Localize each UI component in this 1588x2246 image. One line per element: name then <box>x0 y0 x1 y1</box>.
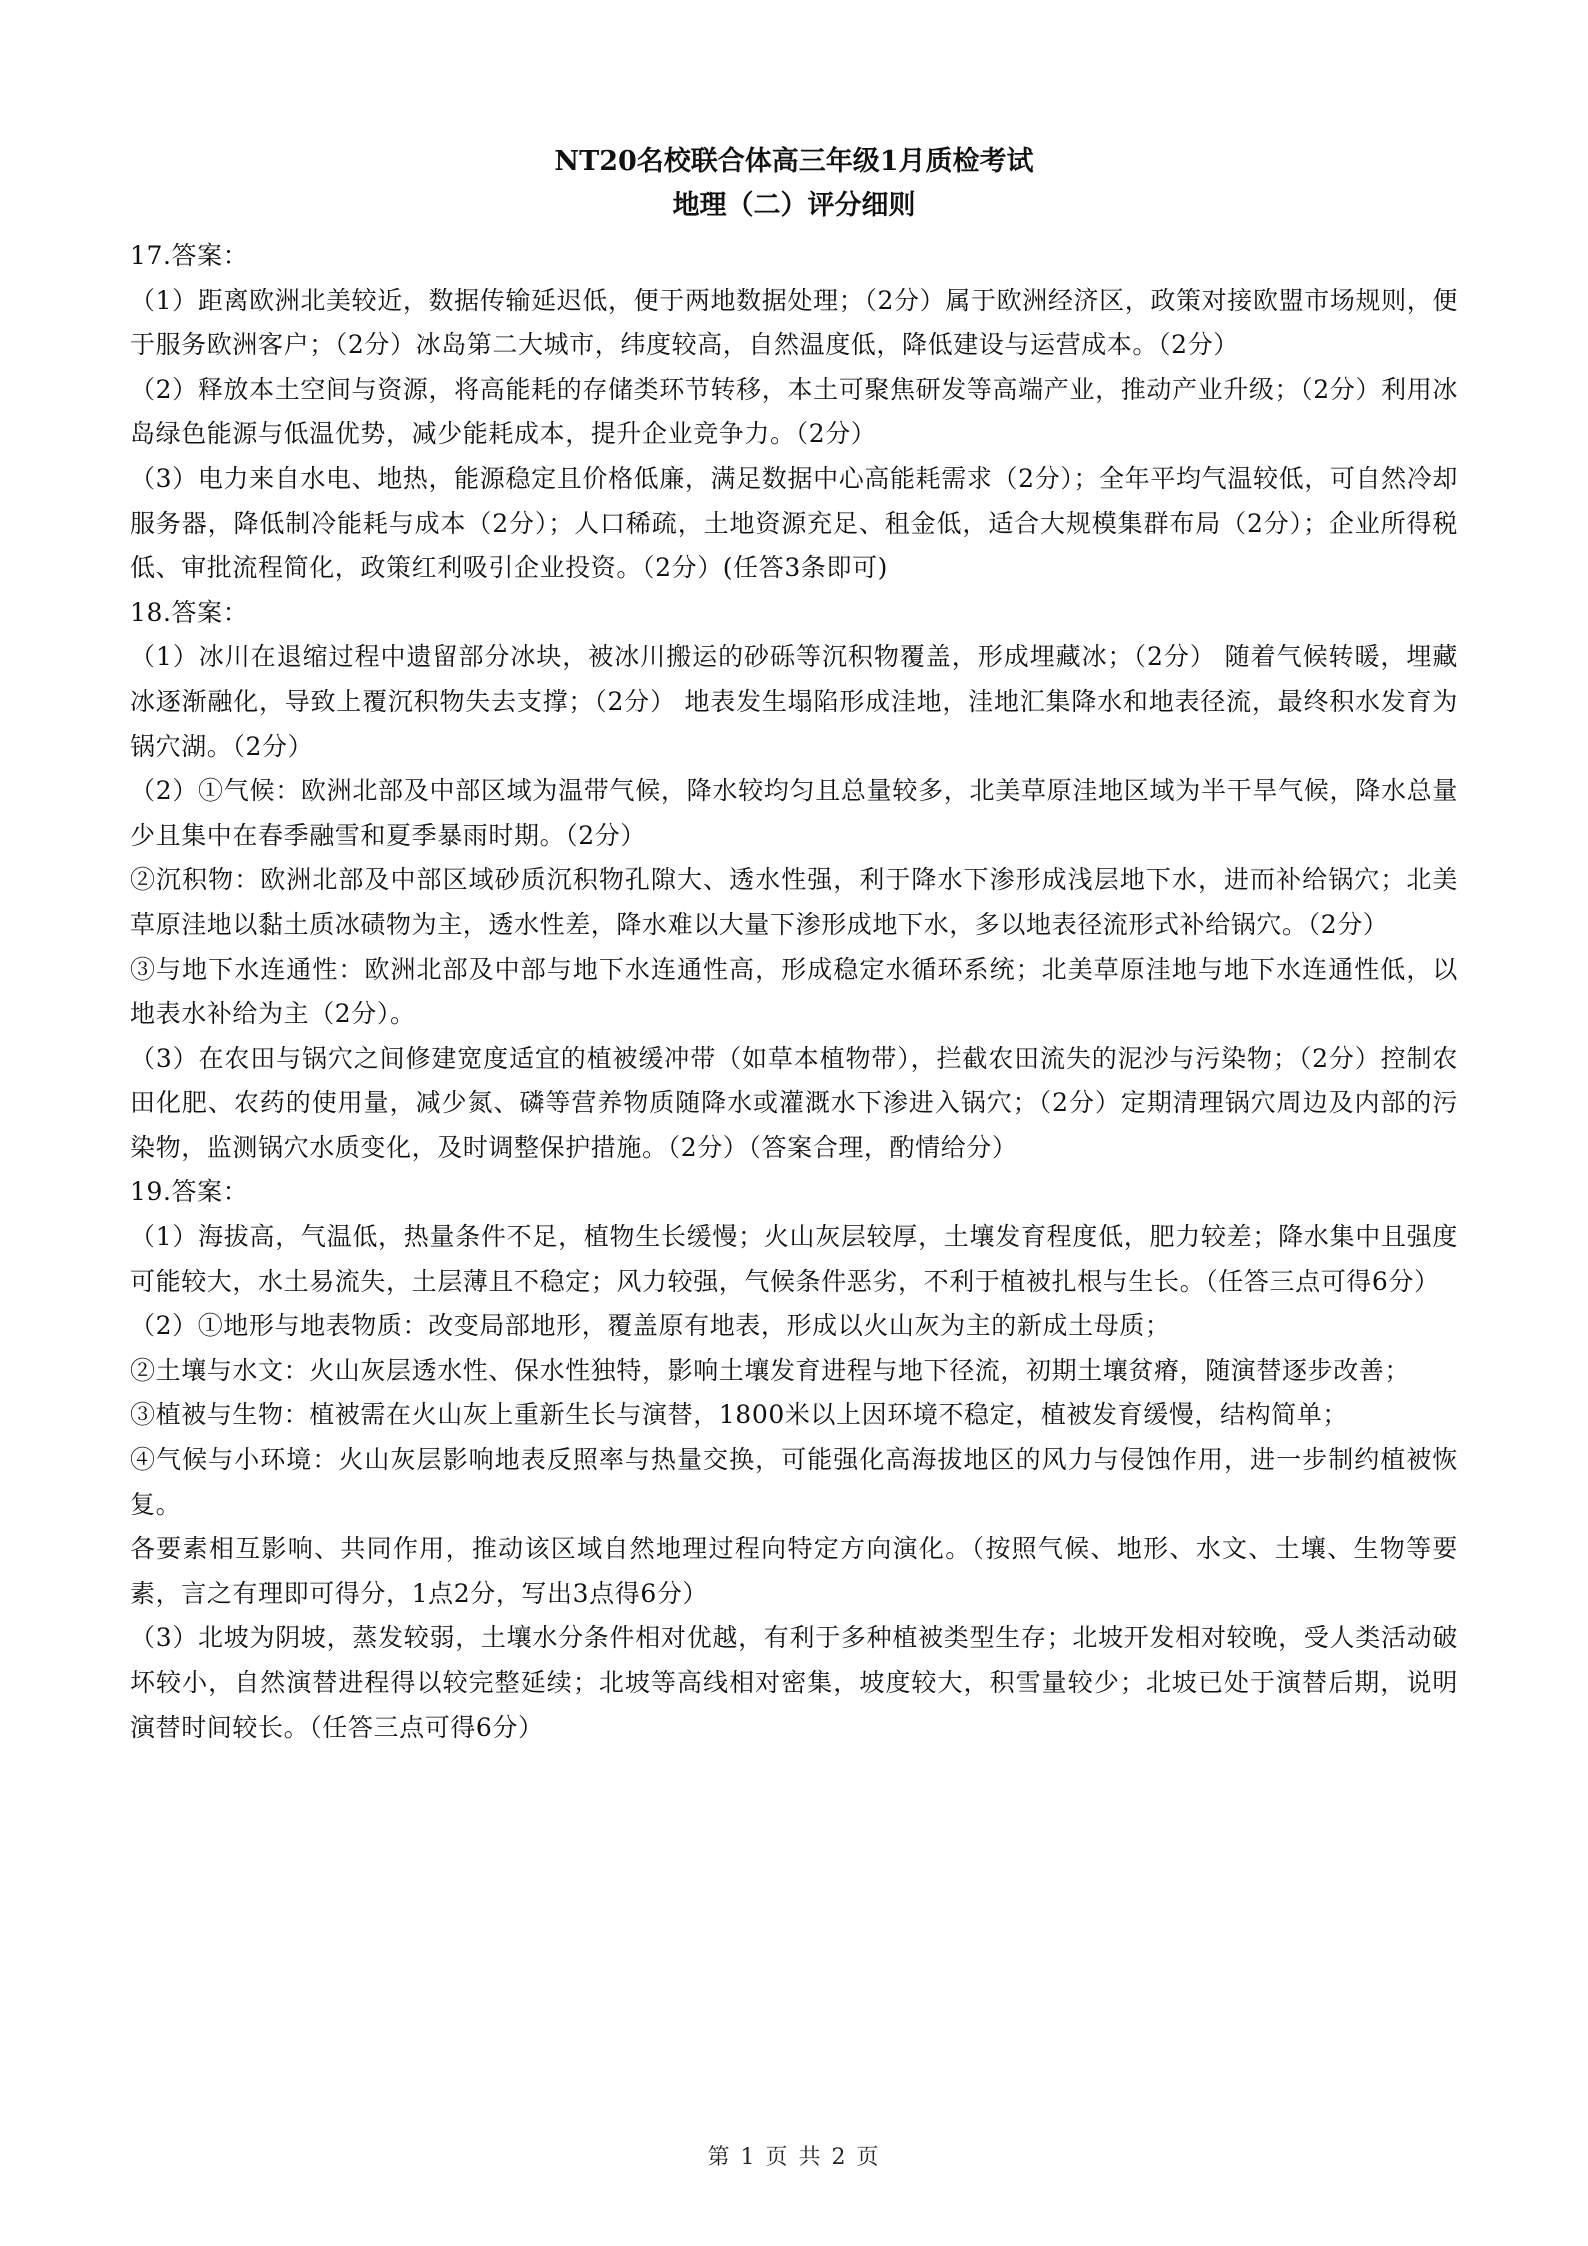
q17-part1: （1）距离欧洲北美较近，数据传输延迟低，便于两地数据处理；（2分）属于欧洲经济区，政策对接欧盟市场规则，便于服务欧洲客户；（2分）冰岛第二大城市，纬度较高，自然温度低，降低建设与运营成本。（2分） <box>130 285 1458 360</box>
q19-part2-vegetation: ③植被与生物：植被需在火山灰上重新生长与演替，1800米以上因环境不稳定，植被发育缓慢，结构简单； <box>130 1400 1349 1430</box>
q18-part2-climate: （2）①气候：欧洲北部及中部区域为温带气候，降水较均匀且总量较多，北美草原洼地区域为半干旱气候，降水总量少且集中在春季融雪和夏季暴雨时期。（2分） <box>130 776 1458 850</box>
q19-part2-climate: ④气候与小环境：火山灰层影响地表反照率与热量交换，可能强化高海拔地区的风力与侵蚀作用，进一步制约植被恢复。 <box>130 1445 1458 1519</box>
q17-part2: （2）释放本土空间与资源，将高能耗的存储类环节转移，本土可聚焦研发等高端产业，推动产业升级；（2分）利用冰岛绿色能源与低温优势，减少能耗成本，提升企业竞争力。（2分） <box>130 374 1458 449</box>
answer-content <box>130 234 1458 1750</box>
q18-part2-sediment: ②沉积物：欧洲北部及中部区域砂质沉积物孔隙大、透水性强，利于降水下渗形成浅层地下水，进而补给锅穴；北美草原洼地以黏土质冰碛物为主，透水性差，降水难以大量下渗形成地下水，多以地表径流形式补给锅穴。（2分） <box>130 865 1458 939</box>
q18-part2-groundwater: ③与地下水连通性：欧洲北部及中部与地下水连通性高，形成稳定水循环系统；北美草原洼地与地下水连通性低，以地表水补给为主（2分）。 <box>130 954 1458 1029</box>
q18-part3: （3）在农田与锅穴之间修建宽度适宜的植被缓冲带（如草本植物带），拦截农田流失的泥沙与污染物；（2分）控制农田化肥、农药的使用量，减少氮、磷等营养物质随降水或灌溉水下渗进入锅穴；（2分）定期清理锅穴周边及内部的污染物，监测锅穴水质变化，及时调整保护措施。（2分）（答案合理，酌情给分） <box>130 1043 1458 1162</box>
q19-part2-terrain: （2）①地形与地表物质：改变局部地形，覆盖原有地表，形成以火山灰为主的新成土母质； <box>130 1311 1171 1341</box>
q19-part1: （1）海拔高，气温低，热量条件不足，植物生长缓慢；火山灰层较厚，土壤发育程度低，肥力较差；降水集中且强度可能较大，水土易流失，土层薄且不稳定；风力较强，气候条件恶劣，不利于植被扎根与生长。（任答三点可得6分） <box>130 1222 1458 1296</box>
page-footer: 第 1 页 共 2 页 <box>707 2145 881 2170</box>
q18-heading: 18.答案： <box>130 597 249 627</box>
document-title: NT20名校联合体高三年级1月质检考试 <box>554 146 1034 177</box>
q19-part2-summary: 各要素相互影响、共同作用，推动该区域自然地理过程向特定方向演化。（按照气候、地形、水文、土壤、生物等要素，言之有理即可得分，1点2分，写出3点得6分） <box>130 1534 1458 1608</box>
document-subtitle: 地理（二）评分细则 <box>672 190 916 221</box>
q19-heading: 19.答案： <box>130 1177 249 1207</box>
q19-part2-soil: ②土壤与水文：火山灰层透水性、保水性独特，影响土壤发育进程与地下径流，初期土壤贫瘠，随演替逐步改善； <box>130 1355 1411 1385</box>
q19-part3: （3）北坡为阴坡，蒸发较弱，土壤水分条件相对优越，有利于多种植被类型生存；北坡开发相对较晚，受人类活动破坏较小，自然演替进程得以较完整延续；北坡等高线相对密集，坡度较大，积雪量较少；北坡已处于演替后期，说明演替时间较长。（任答三点可得6分） <box>130 1623 1458 1742</box>
q17-part3: （3）电力来自水电、地热，能源稳定且价格低廉，满足数据中心高能耗需求（2分）；全年平均气温较低，可自然冷却服务器，降低制冷能耗与成本（2分）；人口稀疏，土地资源充足、租金低，适合大规模集群布局（2分）；企业所得税低、审批流程简化，政策红利吸引企业投资。（2分）(任答3条即可) <box>130 463 1458 583</box>
q18-part1: （1）冰川在退缩过程中遗留部分冰块，被冰川搬运的砂砾等沉积物覆盖，形成埋藏冰；（2分） 随着气候转暖，埋藏冰逐渐融化，导致上覆沉积物失去支撑；（2分） 地表发生塌陷形成洼地，洼地汇集降水和地表径流，最终积水发育为锅穴湖。（2分） <box>130 642 1458 761</box>
q17-heading: 17.答案： <box>130 241 249 270</box>
